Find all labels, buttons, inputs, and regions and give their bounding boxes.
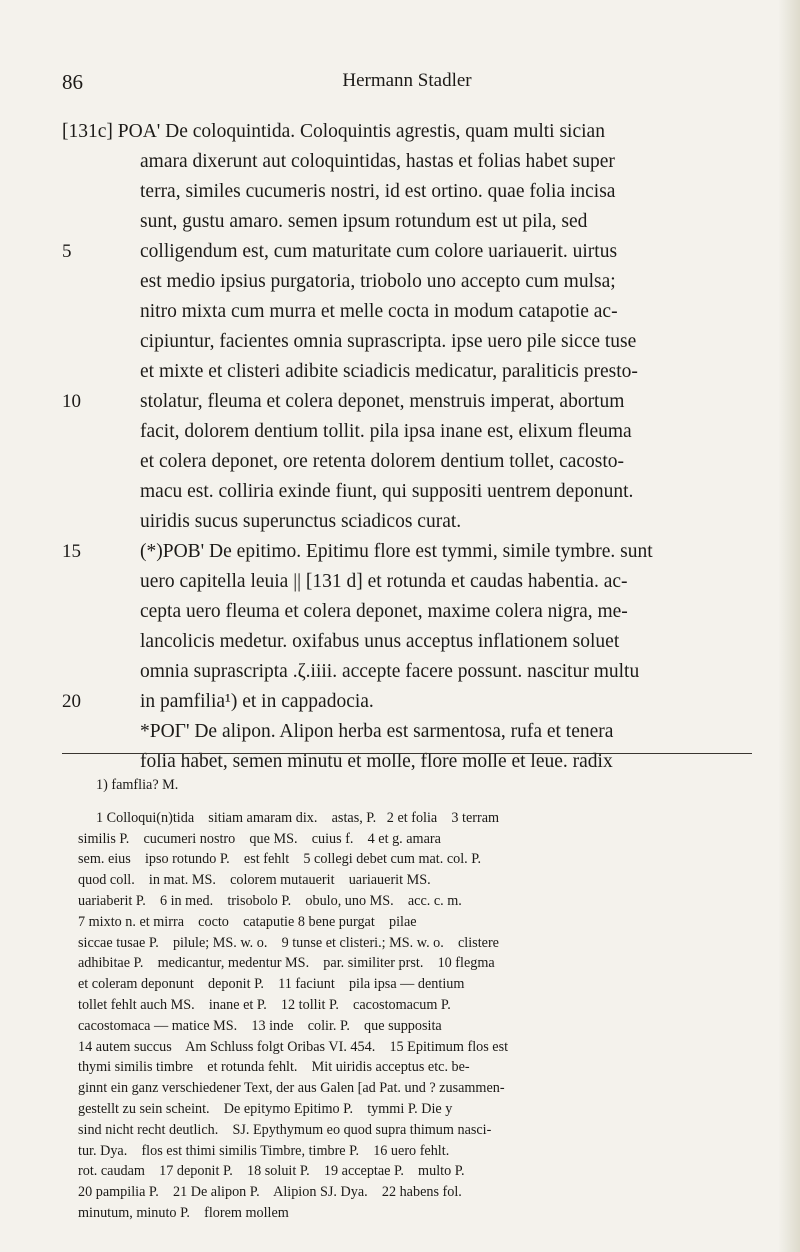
page-edge-shadow bbox=[778, 0, 800, 1252]
apparatus-line: siccae tusae P. pilule; MS. w. o. 9 tunse et clisteri.; MS. w. o. clistere bbox=[78, 934, 499, 951]
main-text bbox=[62, 117, 762, 777]
text-line bbox=[62, 357, 762, 387]
apparatus-line: quod coll. in mat. MS. colorem mutauerit uariauerit MS. bbox=[78, 872, 431, 889]
line-text: (*)POB' De epitimo. Epitimu flore est tymmi, simile tymbre. sunt bbox=[140, 541, 653, 562]
apparatus-line: rot. caudam 17 deponit P. 18 soluit P. 19 acceptae P. multo P. bbox=[78, 1163, 465, 1180]
text-line bbox=[62, 417, 762, 447]
text-line bbox=[62, 177, 762, 207]
line-text: est medio ipsius purgatoria, triobolo uno accepto cum mulsa; bbox=[140, 271, 616, 292]
text-line bbox=[62, 387, 762, 417]
apparatus-line: minutum, minuto P. florem mollem bbox=[78, 1204, 289, 1221]
line-number: 5 bbox=[62, 241, 72, 262]
apparatus-line: 7 mixto n. et mirra cocto cataputie 8 bene purgat pilae bbox=[78, 913, 417, 930]
line-text: *POΓ' De alipon. Alipon herba est sarmentosa, rufa et tenera bbox=[140, 721, 614, 742]
line-text: et mixte et clisteri adibite sciadicis medicatur, paraliticis presto- bbox=[140, 361, 638, 382]
text-line bbox=[62, 207, 762, 237]
apparatus-line: cacostomaca — matice MS. 13 inde colir. P. que supposita bbox=[78, 1017, 442, 1034]
line-text: et colera deponet, ore retenta dolorem dentium tollet, cacosto- bbox=[140, 451, 625, 472]
line-text: lancolicis medetur. oxifabus unus acceptus inflationem soluet bbox=[140, 631, 620, 652]
apparatus-line: sem. eius ipso rotundo P. est fehlt 5 collegi debet cum mat. col. P. bbox=[78, 851, 482, 868]
line-text: cepta uero fleuma et colera deponet, maxime colera nigra, me- bbox=[140, 601, 628, 622]
apparatus-line: gestellt zu sein scheint. De epitymo Epitimo P. tymmi P. Die y bbox=[78, 1100, 453, 1117]
apparatus-line: tur. Dya. flos est thimi similis Timbre, timbre P. 16 uero fehlt. bbox=[78, 1142, 450, 1159]
page-header bbox=[62, 70, 752, 100]
apparatus-line: 14 autem succus Am Schluss folgt Oribas VI. 454. 15 Epitimum flos est bbox=[78, 1038, 509, 1055]
line-number: 10 bbox=[62, 391, 81, 412]
apparatus-line: ginnt ein ganz verschiedener Text, der aus Galen [ad Pat. und ? zusammen- bbox=[78, 1080, 505, 1097]
text-line bbox=[62, 507, 762, 537]
footnote: 1) famflia? M. bbox=[96, 777, 179, 793]
apparatus-line: similis P. cucumeri nostro que MS. cuius f. 4 et g. amara bbox=[78, 830, 441, 847]
text-line bbox=[62, 627, 762, 657]
line-text: macu est. colliria exinde fiunt, qui suppositi uentrem deponunt. bbox=[140, 481, 634, 502]
apparatus-line: sind nicht recht deutlich. SJ. Epythymum eo quod supra thimum nasci- bbox=[78, 1121, 492, 1138]
apparatus-line: tollet fehlt auch MS. inane et P. 12 tollit P. cacostomacum P. bbox=[78, 996, 451, 1013]
page-number: 86 bbox=[62, 70, 83, 94]
line-text: in pamfilia¹) et in cappadocia. bbox=[140, 691, 374, 712]
line-text: amara dixerunt aut coloquintidas, hastas et folias habet super bbox=[140, 151, 615, 172]
line-text: folia habet, semen minutu et molle, flore molle et leue. radix bbox=[140, 751, 613, 772]
line-number: 15 bbox=[62, 541, 81, 562]
line-text: facit, dolorem dentium tollit. pila ipsa inane est, elixum fleuma bbox=[140, 421, 632, 442]
running-head: Hermann Stadler bbox=[342, 70, 472, 91]
apparatus-line: uariaberit P. 6 in med. trisobolo P. obulo, uno MS. acc. c. m. bbox=[78, 892, 462, 909]
line-text: sunt, gustu amaro. semen ipsum rotundum est ut pila, sed bbox=[140, 211, 588, 232]
text-line bbox=[62, 147, 762, 177]
text-line bbox=[62, 267, 762, 297]
apparatus-line: 1 Colloqui(n)tida sitiam amaram dix. astas, P. 2 et folia 3 terram bbox=[96, 809, 500, 826]
text-line bbox=[62, 477, 762, 507]
line-text: cipiuntur, facientes omnia suprascripta. ipse uero pile sicce tuse bbox=[140, 331, 637, 352]
line-text: nitro mixta cum murra et melle cocta in modum catapotie ac- bbox=[140, 301, 618, 322]
line-number: 20 bbox=[62, 691, 81, 712]
line-text: omnia suprascripta .ζ.iiii. accepte facere possunt. nascitur multu bbox=[140, 661, 640, 682]
text-line bbox=[62, 537, 762, 567]
notes-section bbox=[78, 775, 758, 1224]
footnote-divider bbox=[62, 753, 752, 754]
line-text: uero capitella leuia || [131 d] et rotunda et caudas habentia. ac- bbox=[140, 571, 628, 592]
apparatus-line: 20 pampilia P. 21 De alipon P. Alipion SJ. Dya. 22 habens fol. bbox=[78, 1184, 462, 1201]
text-line bbox=[62, 687, 762, 717]
line-text: [131c] POA' De coloquintida. Coloquintis agrestis, quam multi sician bbox=[62, 121, 605, 142]
text-line bbox=[62, 327, 762, 357]
text-line bbox=[62, 117, 762, 147]
text-line bbox=[62, 297, 762, 327]
text-line bbox=[62, 567, 762, 597]
text-line bbox=[62, 447, 762, 477]
apparatus-line: thymi similis timbre et rotunda fehlt. Mit uiridis acceptus etc. be- bbox=[78, 1059, 470, 1076]
line-text: uiridis sucus superunctus sciadicos curat. bbox=[140, 511, 462, 532]
text-line bbox=[62, 717, 762, 747]
apparatus-line: et coleram deponunt deponit P. 11 faciunt pila ipsa — dentium bbox=[78, 976, 465, 993]
line-text: colligendum est, cum maturitate cum colore uariauerit. uirtus bbox=[140, 241, 618, 262]
text-line bbox=[62, 237, 762, 267]
text-line bbox=[62, 657, 762, 687]
text-line bbox=[62, 597, 762, 627]
text-line bbox=[62, 747, 762, 777]
apparatus-line: adhibitae P. medicantur, medentur MS. par. similiter prst. 10 flegma bbox=[78, 955, 495, 972]
line-text: terra, similes cucumeris nostri, id est ortino. quae folia incisa bbox=[140, 181, 616, 202]
critical-apparatus bbox=[78, 808, 758, 1224]
line-text: stolatur, fleuma et colera deponet, menstruis imperat, abortum bbox=[140, 391, 625, 412]
